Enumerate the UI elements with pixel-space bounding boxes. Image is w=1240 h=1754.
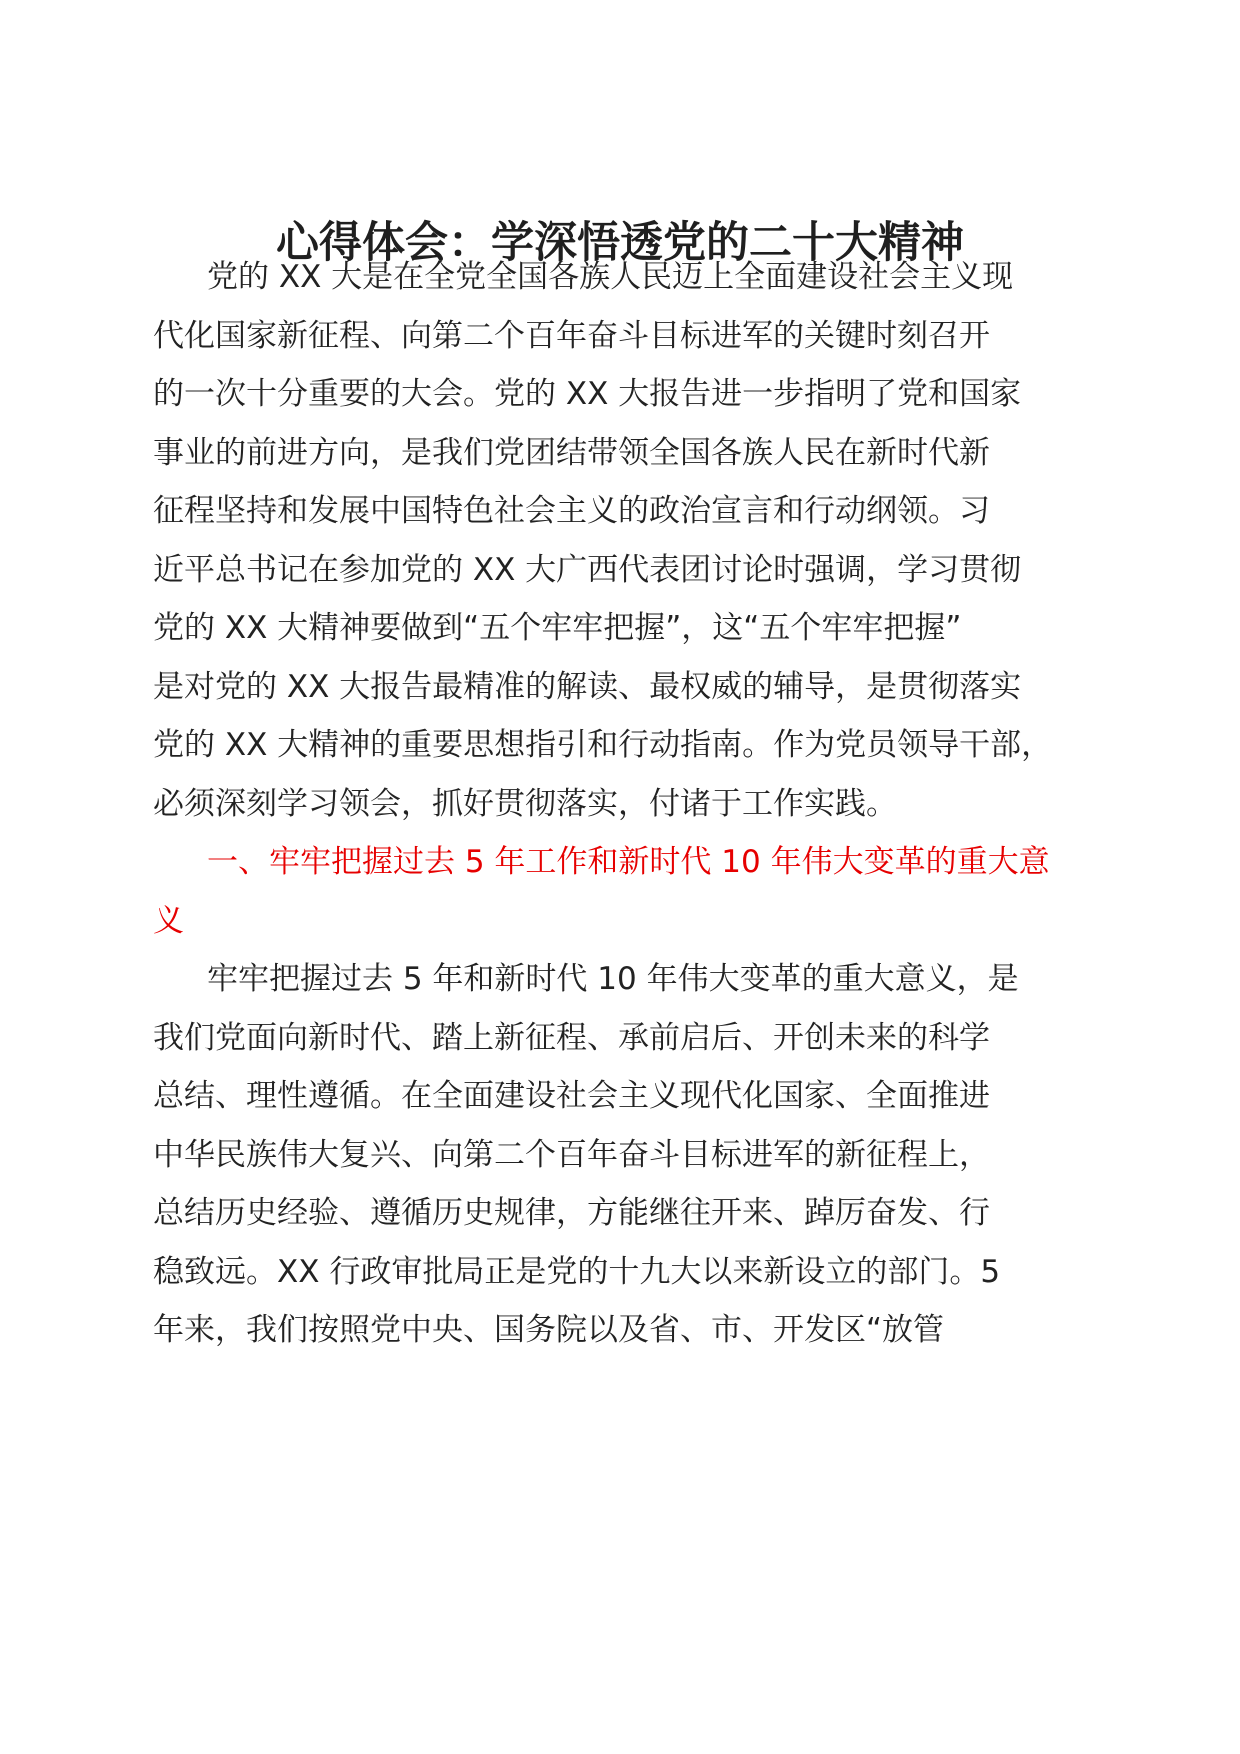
paragraph-1-line-2: 代化国家新征程、向第二个百年奋斗目标进军的关键时刻召开 [153,318,990,354]
section-heading-1-line-1: 一、牢牢把握过去 5 年工作和新时代 10 年伟大变革的重大意 [207,844,1050,880]
paragraph-1-line-9: 党的 XX 大精神的重要思想指引和行动指南。作为党员领导干部， [153,727,1053,763]
document-title: 心得体会：学深悟透党的二十大精神 [276,218,964,268]
paragraph-1-line-8: 是对党的 XX 大报告最精准的解读、最权威的辅导，是贯彻落实 [153,669,1022,705]
paragraph-2-line-2: 我们党面向新时代、踏上新征程、承前启后、开创未来的科学 [153,1020,990,1056]
paragraph-1-line-4: 事业的前进方向，是我们党团结带领全国各族人民在新时代新 [153,435,990,471]
paragraph-1-line-3: 的一次十分重要的大会。党的 XX 大报告进一步指明了党和国家 [153,376,1022,412]
paragraph-1-line-7: 党的 XX 大精神要做到“五个牢牢把握”，这“五个牢牢把握” [153,610,962,646]
paragraph-1-line-5: 征程坚持和发展中国特色社会主义的政治宣言和行动纲领。习 [153,493,990,529]
paragraph-2-line-1: 牢牢把握过去 5 年和新时代 10 年伟大变革的重大意义，是 [207,961,1019,997]
paragraph-2-line-3: 总结、理性遵循。在全面建设社会主义现代化国家、全面推进 [153,1078,990,1114]
paragraph-2-line-4: 中华民族伟大复兴、向第二个百年奋斗目标进军的新征程上， [153,1137,990,1173]
section-heading-1-line-2: 义 [153,903,184,939]
paragraph-1-line-10: 必须深刻学习领会，抓好贯彻落实，付诸于工作实践。 [153,786,897,822]
paragraph-2-line-6: 稳致远。XX 行政审批局正是党的十九大以来新设立的部门。5 [153,1254,1001,1290]
paragraph-1-line-6: 近平总书记在参加党的 XX 大广西代表团讨论时强调，学习贯彻 [153,552,1022,588]
paragraph-1-line-1: 党的 XX 大是在全党全国各族人民迈上全面建设社会主义现 [207,259,1014,295]
paragraph-2-line-5: 总结历史经验、遵循历史规律，方能继往开来、踔厉奋发、行 [153,1195,990,1231]
paragraph-2-line-7: 年来，我们按照党中央、国务院以及省、市、开发区“放管 [153,1312,945,1348]
